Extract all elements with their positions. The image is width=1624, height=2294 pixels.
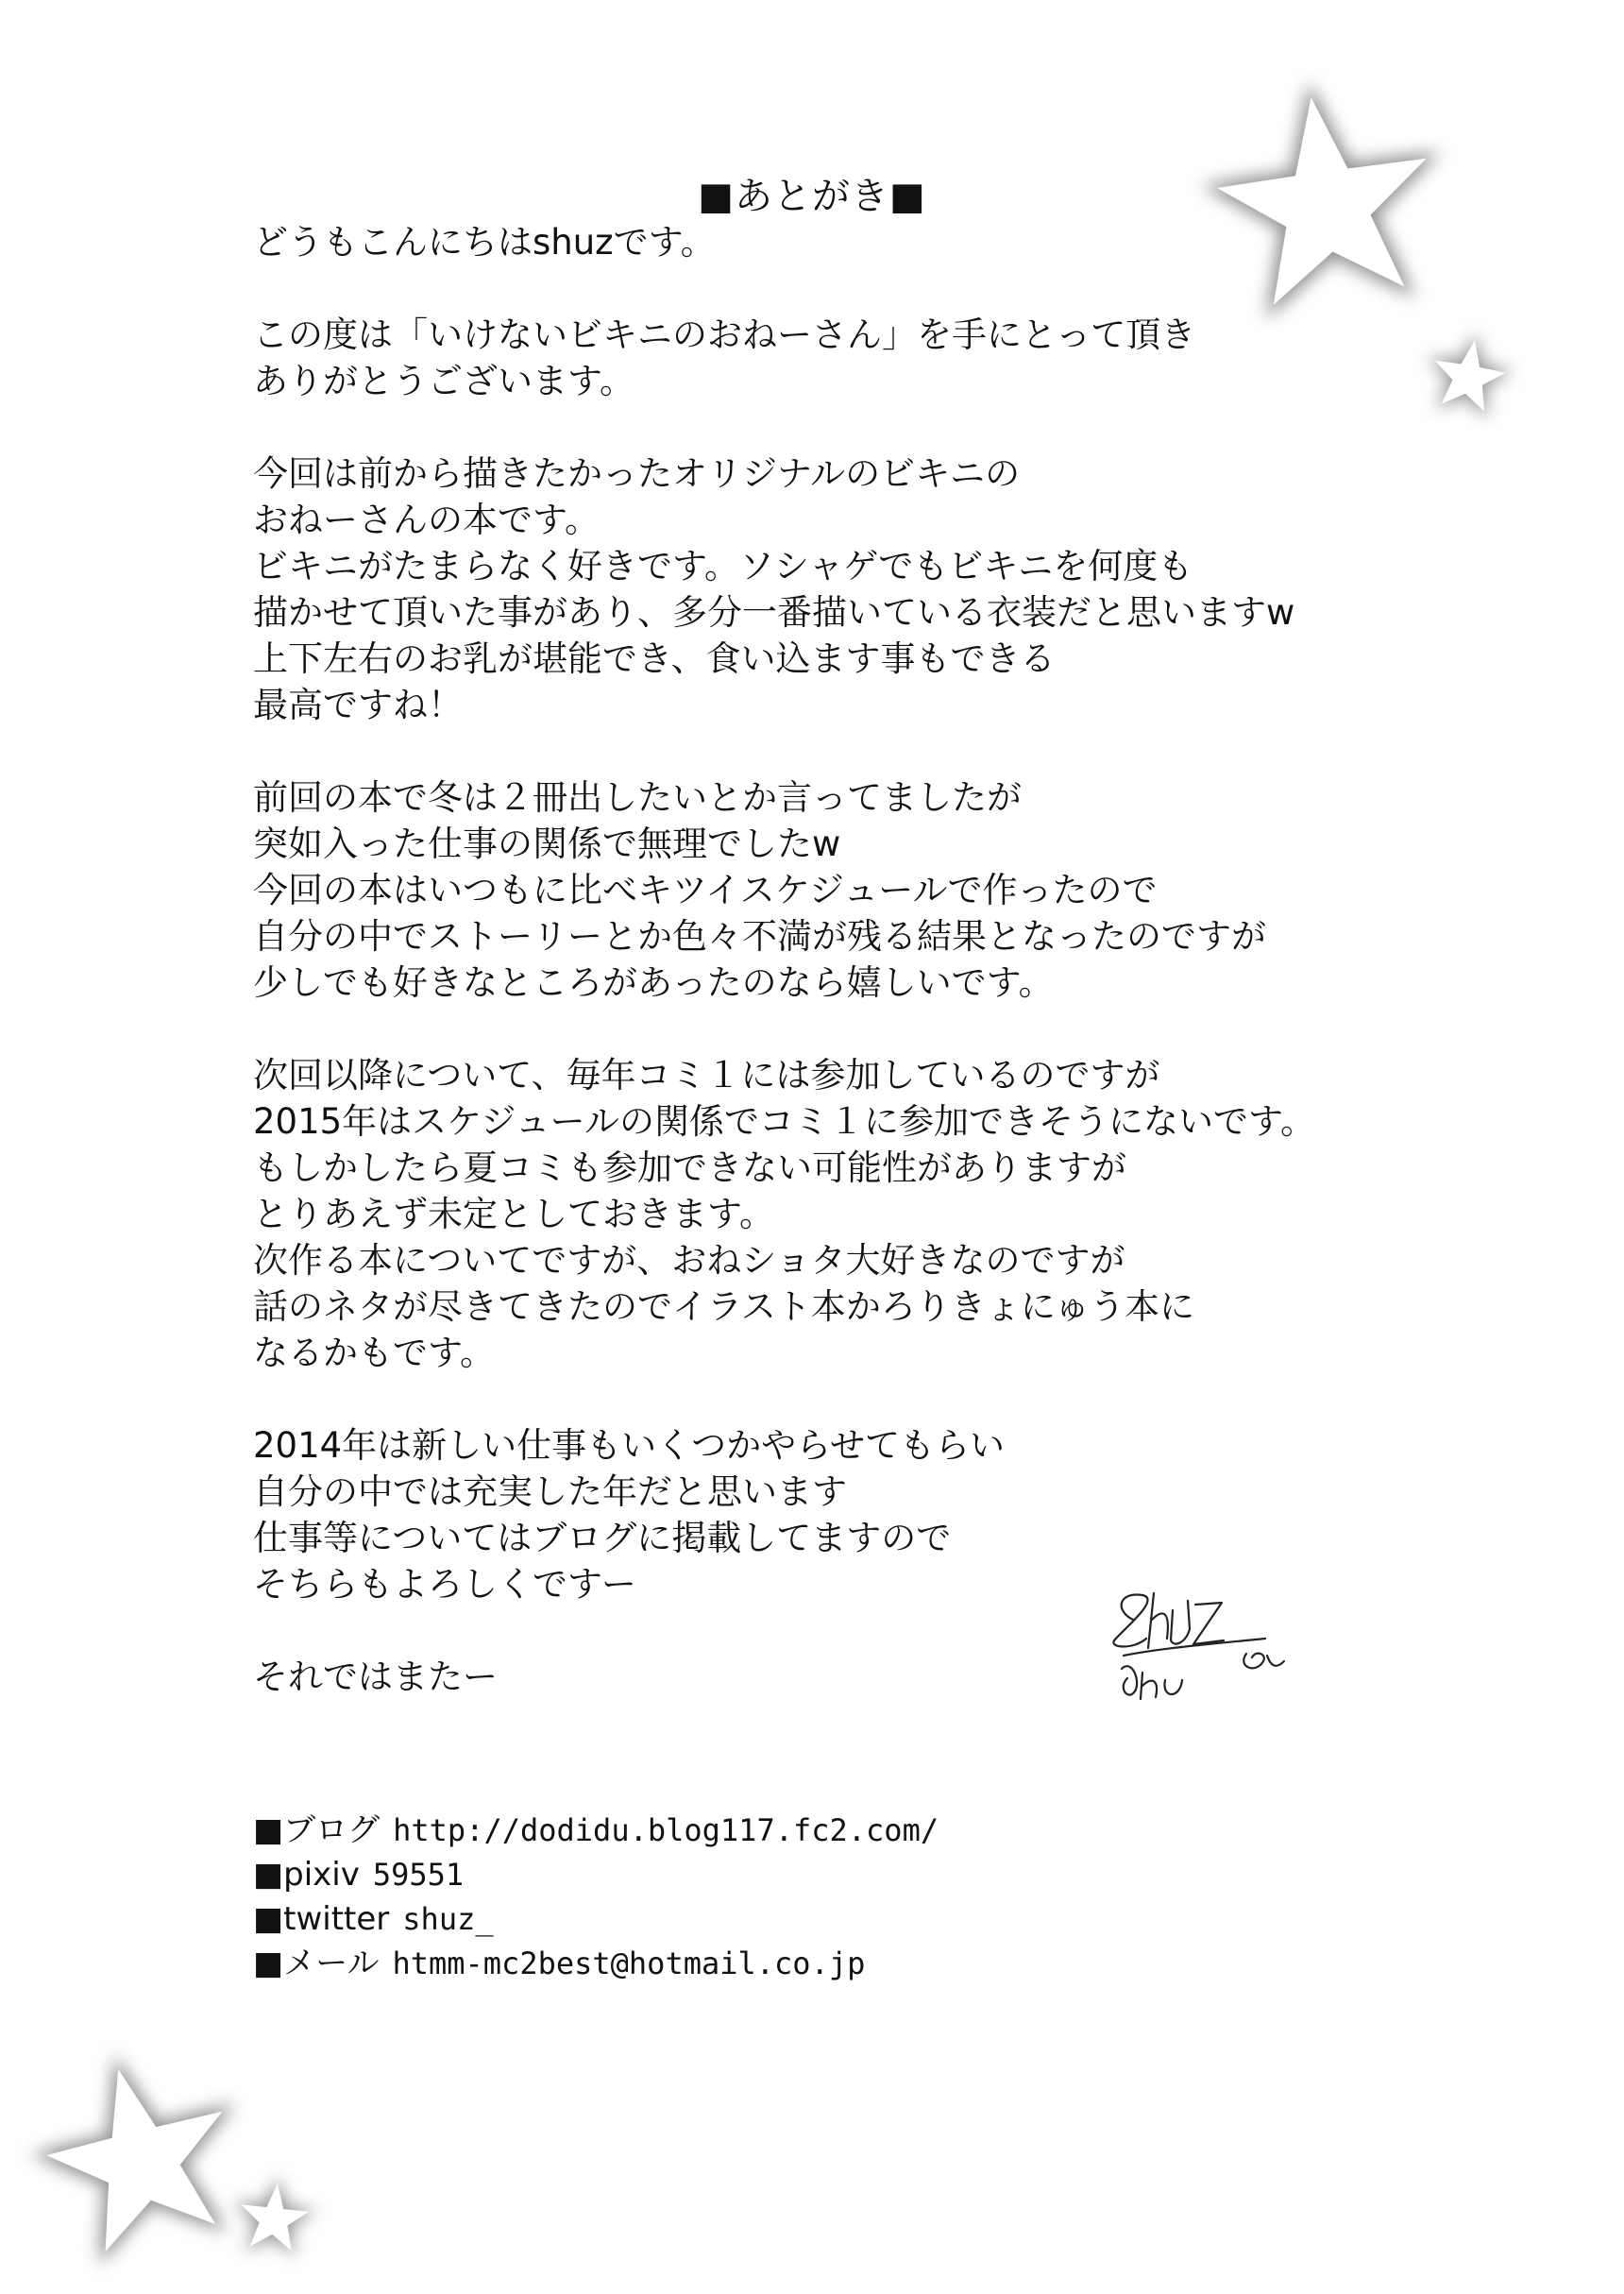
paragraph-previous-book: [253, 774, 1320, 1006]
afterword-title: ■あとがき■: [698, 175, 926, 218]
link-row-blog: [253, 1809, 939, 1853]
text-line: 自分の中でストーリーとか色々不満が残る結果となったのですが: [253, 916, 1266, 957]
text-line: 自分の中では充実した年だと思います: [253, 1471, 847, 1512]
paragraph-greeting: [253, 219, 1320, 265]
text-line: 次回以降について、毎年コミ１には参加しているのですが: [253, 1055, 1160, 1096]
small-star-icon-top-right: [1416, 326, 1520, 430]
text-line: ありがとうございます。: [253, 361, 635, 401]
link-row-mail: [253, 1942, 939, 1986]
text-line: おねーさんの本です。: [253, 500, 601, 540]
link-label: ■pixiv: [253, 1856, 360, 1894]
text-line: 仕事等についてはブログに掲載してますので: [253, 1518, 952, 1558]
email-address-link[interactable]: htmm-mc2best@hotmail.co.jp: [392, 1946, 866, 1981]
twitter-handle: shuz_: [402, 1901, 494, 1937]
text-line: 2015年はスケジュールの関係でコミ１に参加できそうにないです。: [253, 1101, 1315, 1142]
blog-url-link[interactable]: http://dodidu.blog117.fc2.com/: [393, 1812, 939, 1848]
text-line: 今回の本はいつもに比べキツイスケジュールで作ったので: [253, 870, 1158, 910]
text-line: 描かせて頂いた事があり、多分一番描いている衣装だと思いますw: [253, 592, 1295, 633]
paragraph-about-book: [253, 450, 1320, 728]
text-line: 少しでも好きなところがあったのなら嬉しいです。: [253, 962, 1054, 1003]
paragraph-thanks: [253, 312, 1320, 404]
link-label: ■twitter: [253, 1900, 390, 1938]
pixiv-id: 59551: [372, 1857, 465, 1893]
text-line: 2014年は新しい仕事もいくつかやらせてもらい: [253, 1425, 1006, 1466]
link-label: ■メール: [253, 1945, 380, 1982]
small-star-icon-bottom-left: [222, 2167, 326, 2271]
link-row-pixiv: [253, 1853, 939, 1897]
text-line: 次作る本についてですが、おねショタ大好きなのですが: [253, 1240, 1125, 1281]
text-line: もしかしたら夏コミも参加できない可能性がありますが: [253, 1147, 1126, 1188]
handwritten-signature: [1105, 1582, 1294, 1714]
text-line: 突如入った仕事の関係で無理でしたw: [253, 824, 841, 864]
text-line: そちらもよろしくですー: [253, 1564, 636, 1605]
paragraph-next-plans: [253, 1052, 1320, 1376]
text-line: どうもこんにちはshuzです。: [253, 222, 716, 263]
text-line: 前回の本で冬は２冊出したいとか言ってましたが: [253, 777, 1022, 818]
text-line: この度は「いけないビキニのおねーさん」を手にとって頂き: [253, 314, 1196, 355]
text-line: なるかもです。: [253, 1333, 496, 1373]
text-line: ビキニがたまらなく好きです。ソシャゲでもビキニを何度も: [253, 546, 1193, 586]
text-line: とりあえず未定としておきます。: [253, 1194, 775, 1234]
link-row-twitter: [253, 1897, 939, 1942]
paragraph-year-review: [253, 1422, 1320, 1607]
text-line: 最高ですね！: [253, 685, 463, 725]
afterword-body: [253, 219, 1320, 1746]
text-line: 今回は前から描きたかったオリジナルのビキニの: [253, 453, 1021, 494]
text-line: 話のネタが尽きてきたのでイラスト本かろりきょにゅう本に: [253, 1286, 1195, 1327]
link-label: ■ブログ: [253, 1811, 381, 1849]
text-line: それではまたー: [253, 1657, 498, 1697]
text-line: 上下左右のお乳が堪能でき、食い込ます事もできる: [253, 638, 1056, 679]
contact-links: [253, 1809, 939, 1986]
